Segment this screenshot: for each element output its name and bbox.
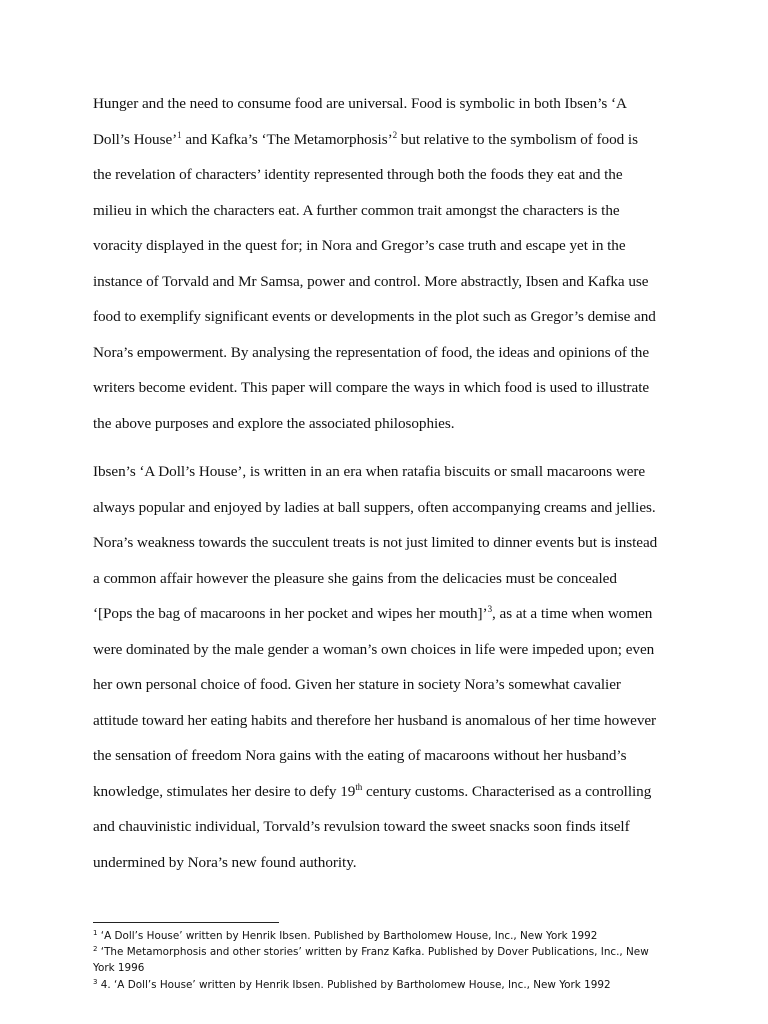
footnotes [93, 928, 693, 993]
footnote-text: ‘The Metamorphosis and other stories’ written by Franz Kafka. Published by Dover Publications, Inc., New [100, 946, 649, 959]
footnote-2-cont [93, 960, 693, 976]
footnote-text: ‘A Doll’s House’ written by Henrik Ibsen. Published by Bartholomew House, Inc., New York 1992 [100, 930, 598, 942]
text-line: attitude toward her eating habits and therefore her husband is anomalous of her time however [93, 711, 657, 729]
text-line: instance of Torvald and Mr Samsa, power and control. More abstractly, Ibsen and Kafka use [93, 272, 649, 290]
text-line: always popular and enjoyed by ladies at ball suppers, often accompanying creams and jellies. [93, 498, 656, 516]
text-line: a common affair however the pleasure she gains from the delicacies must be concealed [93, 569, 617, 587]
paragraph-1 [93, 86, 679, 441]
footnote-number: 1 [93, 929, 98, 937]
footnote-marker: 3 [487, 604, 493, 614]
paragraph-2 [93, 454, 679, 880]
footnote-marker: 1 [177, 129, 182, 140]
text-line: Nora’s empowerment. By analysing the representation of food, the ideas and opinions of the [93, 343, 650, 361]
footnote-text: 4. ‘A Doll’s House’ written by Henrik Ibsen. Published by Bartholomew House, Inc., New York 1992 [100, 978, 611, 991]
text-line: Ibsen’s ‘A Doll’s House’, is written in an era when ratafia biscuits or small macaroons were [93, 463, 646, 480]
footnote-number: 3 [93, 977, 98, 986]
text-line: the sensation of freedom Nora gains with the eating of macaroons without her husband’s [93, 747, 627, 764]
text-line: ‘[Pops the bag of macaroons in her pocket and wipes her mouth]’$^3$, as at a time when women [93, 604, 653, 622]
text-line: the revelation of characters’ identity represented through both the foods they eat and the [93, 166, 623, 183]
text-line: Nora’s weakness towards the succulent treats is not just limited to dinner events but is instead [93, 534, 658, 551]
text-line: undermined by Nora’s new found authority. [93, 853, 357, 871]
text-line: food to exemplify significant events or developments in the plot such as Gregor’s demise and [93, 308, 656, 325]
text-line: voracity displayed in the quest for; in Nora and Gregor’s case truth and escape yet in the [93, 237, 626, 254]
text-line: Hunger and the need to consume food are universal. Food is symbolic in both Ibsen’s ‘A [93, 95, 627, 112]
footnote-number: 2 [93, 945, 98, 954]
footnote-2 [93, 944, 693, 960]
footnote-separator [93, 922, 279, 923]
text-line: and chauvinistic individual, Torvald’s revulsion toward the sweet snacks soon finds itself [93, 818, 630, 835]
text-line: knowledge, stimulates her desire to defy 19th century customs. Characterised as a controlling [93, 781, 652, 800]
text-line: writers become evident. This paper will compare the ways in which food is used to illustrate [93, 379, 650, 396]
text-line: Doll’s House’$^1$ and Kafka’s ‘The Metamorphosis’$^2$ but relative to the symbolism of food is [93, 129, 638, 148]
text-line: were dominated by the male gender a woman’s own choices in life were impeded upon; even [93, 640, 655, 658]
footnote-3 [93, 977, 693, 993]
body-text [93, 86, 679, 880]
text-line: her own personal choice of food. Given her stature in society Nora’s somewhat cavalier [93, 676, 621, 693]
text-line: milieu in which the characters eat. A further common trait amongst the characters is the [93, 201, 620, 219]
footnote-marker: 2 [392, 129, 398, 140]
paragraph-gap [93, 441, 679, 454]
footnote-text: York 1996 [93, 962, 145, 975]
text-line: the above purposes and explore the associated philosophies. [93, 414, 455, 432]
footnote-marker: th [355, 781, 363, 792]
footnote-1 [93, 928, 693, 944]
